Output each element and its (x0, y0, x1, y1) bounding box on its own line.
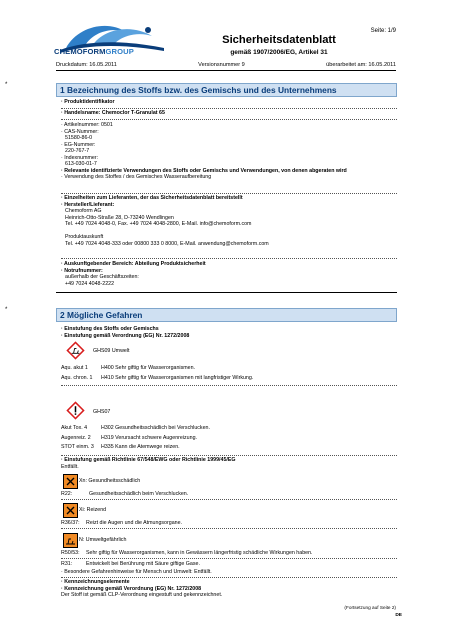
product-info-label: Produktauskunft (65, 234, 104, 240)
eg-label: · EG-Nummer: (61, 141, 96, 148)
section-divider (56, 292, 397, 293)
divider (61, 455, 397, 456)
dsd-block (61, 457, 397, 470)
trade-name: · Handelsname: Chemoclor T-Granulat 65 (61, 110, 165, 116)
r5053-text: Sehr giftig für Wasserorganismen, kann in Gewässern längerfristig schädliche Wirkungen haben. (86, 550, 313, 556)
uses-label: · Relevante identifizierte Verwendungen des Stoffs oder Gemischs und Verwendungen, von denen abgeraten wird (61, 167, 347, 174)
continued-note: (Fortsetzung auf Seite 2) (344, 605, 396, 610)
n-label: N: Umweltgefährlich (79, 537, 127, 543)
health-hazards-block (61, 425, 397, 451)
version-number: Versionsnummer 9 (198, 62, 245, 68)
clp-label: · Einstufung gemäß Verordnung (EG) Nr. 1272/2008 (61, 332, 190, 339)
label-elements: · Kennzeichnungselemente (61, 579, 130, 585)
divider (61, 528, 397, 529)
divider (61, 108, 397, 109)
tox-code: Akut Tox. 4 (61, 425, 88, 431)
divider (61, 119, 397, 120)
xn-label: Xn: Gesundheitsschädlich (79, 478, 141, 484)
r3637-text: Reizt die Augen und die Atmungsorgane. (86, 520, 183, 526)
section-2-heading: 2 Mögliche Gefahren (56, 308, 397, 322)
label-clp-text: Der Stoff ist gemäß CLP-Verordnung eingestuft und gekennzeichnet. (61, 592, 223, 598)
r22-code: R22: (61, 491, 73, 497)
product-identifier: · Produktidentifikator (61, 99, 115, 105)
article-number: · Artikelnummer: 0501 (61, 122, 113, 128)
aquatic-chronic-code: Aqu. chron. 1 (61, 374, 93, 381)
aquatic-block (61, 365, 397, 381)
company-address: Heinrich-Otto-Straße 28, D-73240 Wendlingen (65, 214, 174, 221)
document-subtitle: gemäß 1907/2006/EG, Artikel 31 (230, 49, 328, 56)
xn-harmful-icon (63, 474, 78, 489)
manufacturer-label: · Hersteller/Lieferant: (61, 201, 115, 208)
stot-code: STOT einm. 3 (61, 444, 94, 450)
special-hints-block (61, 569, 397, 576)
trade-name-block (61, 110, 397, 117)
supplier-block (61, 195, 397, 247)
section-1-heading: 1 Bezeichnung des Stoffs bzw. des Gemischs und des Unternehmens (56, 83, 397, 97)
r3637-row (61, 520, 397, 527)
eye-text: H319 Verursacht schwere Augenreizung. (101, 434, 197, 441)
index-label: · Indexnummer: (61, 154, 99, 161)
divider (61, 385, 397, 386)
emergency-label: · Notrufnummer: (61, 267, 103, 274)
aquatic-acute-text: H400 Sehr giftig für Wasserorganismen. (101, 365, 196, 371)
page-number: Seite: 1/9 (370, 28, 396, 34)
emergency-hours: außerhalb der Geschäftszeiten: (65, 274, 139, 280)
divider (61, 558, 397, 559)
revised-date: überarbeitet am: 16.05.2011 (326, 62, 396, 68)
company-name: Chemoform AG (65, 208, 102, 214)
document-title: Sicherheitsdatenblatt (222, 34, 336, 46)
r22-row (61, 491, 397, 498)
emergency-block (61, 261, 397, 287)
margin-mark: * (5, 82, 8, 88)
logo-text: CHEMOFORMGROUP (54, 47, 134, 56)
aquatic-acute-code: Aqu. akut 1 (61, 365, 88, 371)
ghs07-label: GHS07 (93, 409, 111, 415)
aquatic-chronic-text: H410 Sehr giftig für Wasserorganismen mit langfristiger Wirkung. (101, 374, 254, 381)
r31-text: Entwickelt bei Berührung mit Säure giftige Gase. (86, 561, 200, 567)
ghs07-exclamation-icon (66, 401, 85, 420)
divider (61, 577, 397, 578)
dsd-value: Entfällt. (61, 463, 79, 470)
section-1-body (61, 99, 397, 106)
r31-row (61, 561, 397, 568)
r31-code: R31: (61, 561, 73, 567)
eg-value: 220-767-7 (65, 148, 90, 154)
xi-label: Xi: Reizend (79, 507, 107, 513)
divider (61, 193, 397, 194)
margin-mark: * (5, 307, 8, 313)
emergency-phone: +49 7024 4048-2222 (65, 280, 115, 287)
classification-block (61, 326, 397, 339)
r5053-code: R50/53: (61, 550, 80, 556)
supplier-details: · Einzelheiten zum Lieferanten, der das Sicherheitsdatenblatt bereitstellt (61, 195, 243, 201)
uses-value: · Verwendung des Stoffes / des Gemisches Wasseraufbereitung (61, 174, 212, 180)
info-area: · Auskunftgebender Bereich: Abteilung Produktsicherheit (61, 261, 206, 267)
ghs09-environment-icon (66, 341, 85, 360)
tox-text: H302 Gesundheitsschädlich bei Verschlucken. (101, 425, 210, 431)
classification-label: · Einstufung des Stoffs oder Gemischs (61, 326, 159, 332)
label-elements-block (61, 579, 397, 599)
eye-code: Augenreiz. 2 (61, 434, 91, 441)
r22-text: Gesundheitsschädlich beim Verschlucken. (89, 491, 189, 497)
identifiers-block (61, 122, 397, 181)
dsd-label: · Einstufung gemäß Richtlinie 67/548/EWG oder Richtlinie 1999/45/EG (61, 457, 236, 463)
divider (61, 499, 397, 500)
label-clp: · Kennzeichnung gemäß Verordnung (EG) Nr. 1272/2008 (61, 585, 202, 592)
divider (61, 258, 397, 259)
cas-label: · CAS-Nummer: (61, 128, 99, 135)
print-date: Druckdatum: 16.05.2011 (56, 62, 117, 68)
n-environment-icon (63, 533, 78, 548)
company-phone: Tel. +49 7024 4048-0, Fax. +49 7024 4048-2800, E-Mail. info@chemoform.com (65, 221, 252, 227)
meta-line (56, 62, 396, 71)
stot-text: H335 Kann die Atemwege reizen. (101, 444, 180, 450)
r3637-code: R36/37: (61, 520, 80, 526)
product-info: Tel. +49 7024 4048-333 oder 00800 333 0 8000, E-Mail. anwendung@chemoform.com (65, 240, 269, 247)
xi-irritant-icon (63, 503, 78, 518)
special-hints: · Besondere Gefahrenhinweise für Mensch und Umwelt: Entfällt. (61, 569, 212, 575)
country-code: DE (395, 613, 402, 618)
r5053-row (61, 550, 397, 557)
index-value: 613-030-01-7 (65, 161, 97, 167)
cas-value: 51580-86-0 (65, 135, 93, 141)
ghs09-label: GHS09 Umwelt (93, 348, 130, 354)
